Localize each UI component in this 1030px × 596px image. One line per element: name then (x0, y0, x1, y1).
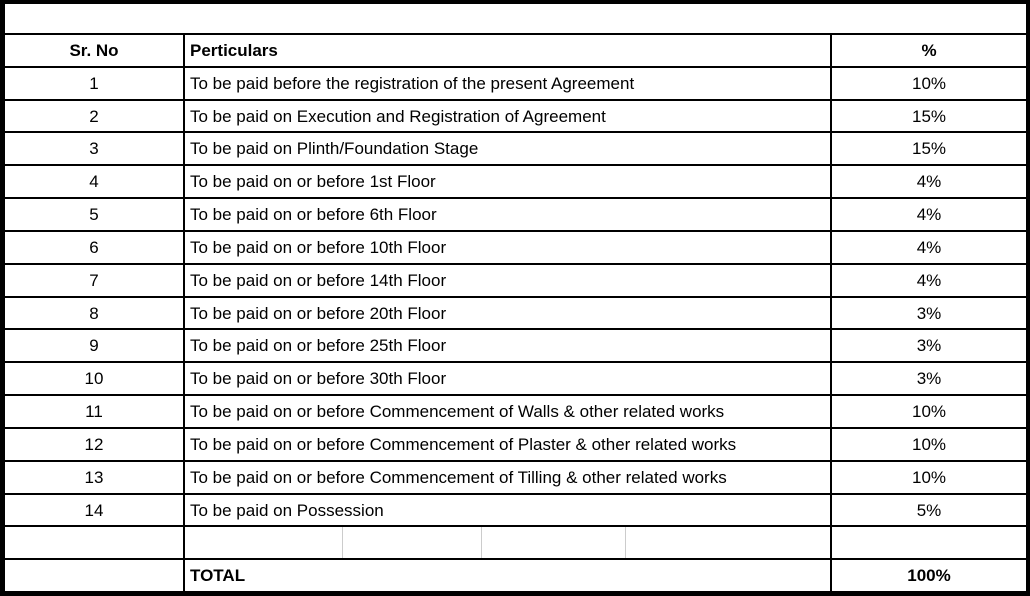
total-percent: 100% (907, 566, 951, 586)
particulars-cell (185, 527, 832, 558)
particulars-cell: To be paid on or before 6th Floor (185, 199, 832, 230)
percent-cell: 4% (916, 172, 942, 192)
gridline-segment (626, 527, 830, 558)
percent-cell: 4% (916, 270, 942, 290)
particulars-cell: To be paid before the registration of the present Agreement (185, 68, 832, 99)
percent-cell: 10% (911, 402, 947, 422)
sr-no-cell: 3 (5, 133, 185, 164)
percent-cell: 3% (916, 336, 942, 356)
gridline-segment (185, 527, 343, 558)
percent-cell: 10% (911, 434, 947, 454)
table-row (5, 68, 1026, 101)
particulars-cell: To be paid on or before Commencement of Plaster & other related works (185, 429, 832, 460)
particulars-cell: To be paid on Possession (185, 495, 832, 526)
table-top-spacer (5, 4, 1026, 35)
column-header-particulars: Perticulars (185, 35, 832, 66)
table-row (5, 429, 1026, 462)
particulars-cell: To be paid on Plinth/Foundation Stage (185, 133, 832, 164)
sr-no-cell: 10 (5, 363, 185, 394)
table-row (5, 495, 1026, 528)
sr-no-cell: 1 (5, 68, 185, 99)
percent-cell: 5% (916, 500, 942, 520)
percent-cell: 4% (916, 237, 942, 257)
total-label: TOTAL (185, 560, 832, 591)
gridline-segment (482, 527, 626, 558)
percent-cell: 15% (911, 139, 947, 159)
column-header-sr-no: Sr. No (5, 35, 185, 66)
table-row (5, 330, 1026, 363)
header-row (5, 35, 1026, 68)
table-row (5, 396, 1026, 429)
sr-no-cell: 9 (5, 330, 185, 361)
particulars-cell: To be paid on or before Commencement of Walls & other related works (185, 396, 832, 427)
sr-no-cell: 11 (5, 396, 185, 427)
percent-cell: 4% (916, 205, 942, 225)
table-row (5, 199, 1026, 232)
particulars-cell: To be paid on or before 10th Floor (185, 232, 832, 263)
percent-cell: 15% (911, 106, 947, 126)
percent-cell (832, 527, 1026, 558)
sr-no-cell: 4 (5, 166, 185, 197)
sr-no-cell: 2 (5, 101, 185, 132)
sr-no-cell (5, 527, 185, 558)
percent-cell: 3% (916, 303, 942, 323)
sr-no-cell: 5 (5, 199, 185, 230)
table-row (5, 363, 1026, 396)
table-row (5, 265, 1026, 298)
particulars-cell: To be paid on or before 1st Floor (185, 166, 832, 197)
sr-no-cell: 7 (5, 265, 185, 296)
percent-cell: 10% (911, 467, 947, 487)
percent-cell: 10% (911, 73, 947, 93)
column-header-percent: % (921, 40, 937, 60)
table-row (5, 232, 1026, 265)
particulars-cell: To be paid on or before Commencement of Tilling & other related works (185, 462, 832, 493)
blank-row (5, 527, 1026, 560)
sr-no-cell: 13 (5, 462, 185, 493)
sr-no-cell: 8 (5, 298, 185, 329)
sr-no-cell (5, 560, 185, 591)
particulars-cell: To be paid on or before 25th Floor (185, 330, 832, 361)
particulars-cell: To be paid on Execution and Registration of Agreement (185, 101, 832, 132)
particulars-cell: To be paid on or before 30th Floor (185, 363, 832, 394)
percent-cell: 3% (916, 369, 942, 389)
particulars-cell: To be paid on or before 14th Floor (185, 265, 832, 296)
table-row (5, 298, 1026, 331)
table-row (5, 133, 1026, 166)
total-row (5, 560, 1026, 591)
sr-no-cell: 12 (5, 429, 185, 460)
table-row (5, 101, 1026, 134)
particulars-cell: To be paid on or before 20th Floor (185, 298, 832, 329)
table-row (5, 166, 1026, 199)
table-row (5, 462, 1026, 495)
gridline-segment (343, 527, 482, 558)
sr-no-cell: 6 (5, 232, 185, 263)
sr-no-cell: 14 (5, 495, 185, 526)
